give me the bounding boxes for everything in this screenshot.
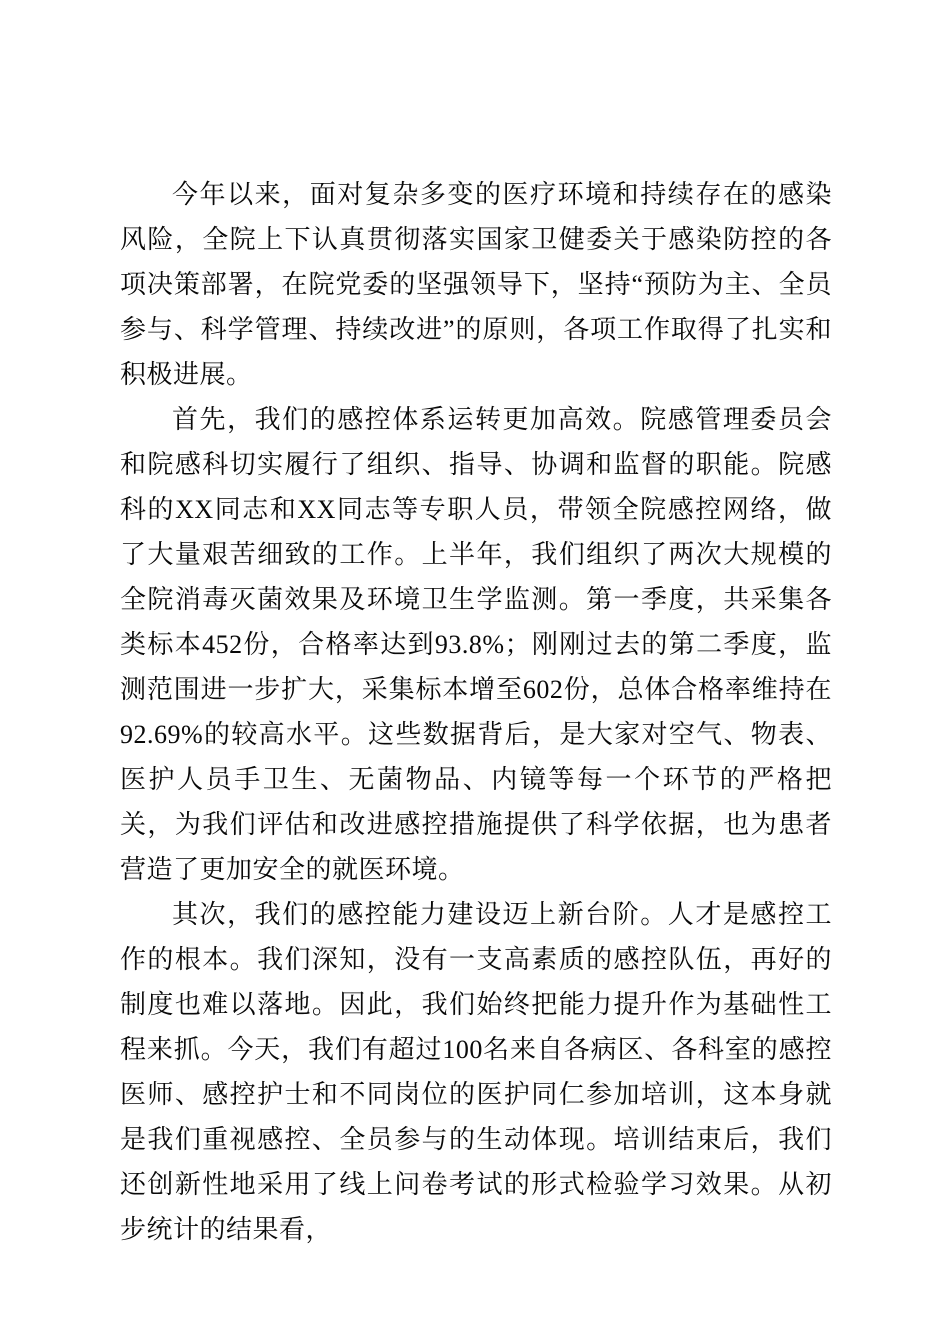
paragraph-system-efficiency: 首先，我们的感控体系运转更加高效。院感管理委员会和院感科切实履行了组织、指导、协调和监督的职能。院感科的XX同志和XX同志等专职人员，带领全院感控网络，做了大量艰苦细致的工作。上半年，我们组织了两次大规模的全院消毒灭菌效果及环境卫生学监测。第一季度，共采集各类标本452份，合格率达到93.8%；刚刚过去的第二季度，监测范围进一步扩大，采集标本增至602份，总体合格率维持在92.69%的较高水平。这些数据背后，是大家对空气、物表、医护人员手卫生、无菌物品、内镜等每一个环节的严格把关，为我们评估和改进感控措施提供了科学依据，也为患者营造了更加安全的就医环境。 (120, 405, 832, 884)
paragraph-capability-building: 其次，我们的感控能力建设迈上新台阶。人才是感控工作的根本。我们深知，没有一支高素质的感控队伍，再好的制度也难以落地。因此，我们始终把能力提升作为基础性工程来抓。今天，我们有超过100名来自各病区、各科室的感控医师、感控护士和不同岗位的医护同仁参加培训，这本身就是我们重视感控、全员参与的生动体现。培训结束后，我们还创新性地采用了线上问卷考试的形式检验学习效果。从初步统计的结果看， (120, 900, 832, 1244)
paragraph-intro: 今年以来，面对复杂多变的医疗环境和持续存在的感染风险，全院上下认真贯彻落实国家卫健委关于感染防控的各项决策部署，在院党委的坚强领导下，坚持“预防为主、全员参与、科学管理、持续改进”的原则，各项工作取得了扎实和积极进展。 (120, 180, 832, 389)
